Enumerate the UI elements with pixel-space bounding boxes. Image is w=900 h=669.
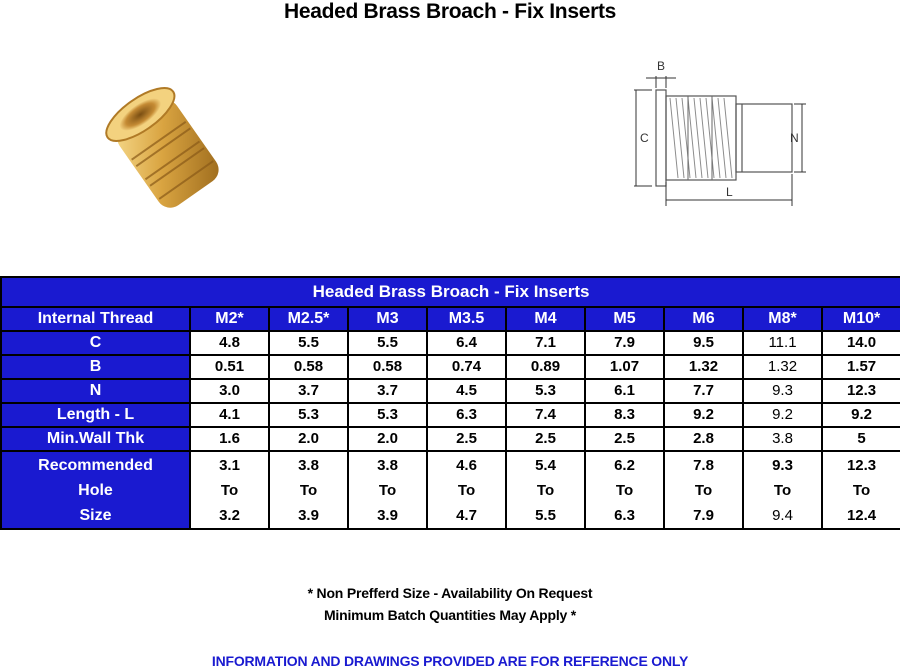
drawing-label-b: B: [657, 59, 666, 73]
row-label: Length - L: [1, 403, 190, 427]
hole-min: 9.3: [772, 457, 793, 474]
hole-size-cell: [585, 451, 664, 529]
table-cell: 3.7: [269, 379, 348, 403]
table-cell: 5: [822, 427, 900, 451]
non-preferred-note: * Non Prefferd Size - Availability On Request: [307, 585, 593, 601]
table-cell: 14.0: [822, 331, 900, 355]
hole-min: 3.8: [298, 457, 319, 474]
size-header: M2*: [190, 307, 269, 331]
row-label: B: [1, 355, 190, 379]
hole-size-cell: [822, 451, 900, 529]
table-cell: 7.1: [506, 331, 585, 355]
table-cell: 5.3: [348, 403, 427, 427]
brass-insert-image: [96, 78, 226, 210]
table-cell: 4.5: [427, 379, 506, 403]
row-label: [1, 451, 190, 529]
hole-min: 5.4: [535, 457, 556, 474]
table-row: [1, 331, 900, 355]
hole-size-cell: [664, 451, 743, 529]
table-cell: 4.8: [190, 331, 269, 355]
table-cell: 0.89: [506, 355, 585, 379]
table-caption: Headed Brass Broach - Fix Inserts: [1, 277, 900, 307]
hole-min: 4.6: [456, 457, 477, 474]
hole-size-cell: [269, 451, 348, 529]
technical-drawing: [622, 58, 814, 208]
hole-max: 5.5: [535, 507, 556, 524]
table-row: [1, 403, 900, 427]
table-cell: 9.5: [664, 331, 743, 355]
table-cell: 1.6: [190, 427, 269, 451]
drawing-label-l: L: [726, 185, 733, 199]
table-cell: 0.74: [427, 355, 506, 379]
table-cell: 5.5: [348, 331, 427, 355]
size-header: M6: [664, 307, 743, 331]
table-row: [1, 355, 900, 379]
drawing-label-n: N: [790, 131, 799, 145]
table-cell: 7.4: [506, 403, 585, 427]
hole-connector: To: [615, 482, 634, 499]
size-header: M5: [585, 307, 664, 331]
hole-min: 6.2: [614, 457, 635, 474]
hole-connector: To: [852, 482, 871, 499]
table-row-recommended-hole: [1, 451, 900, 529]
table-cell: 0.58: [269, 355, 348, 379]
table-cell: 0.58: [348, 355, 427, 379]
row-label: C: [1, 331, 190, 355]
hole-max: 3.2: [219, 507, 240, 524]
row-label-line: Size: [79, 507, 112, 524]
hole-min: 7.8: [693, 457, 714, 474]
row-label-line: Hole: [78, 482, 113, 499]
hole-max: 9.4: [772, 507, 793, 524]
size-header: M2.5*: [269, 307, 348, 331]
table-row: [1, 379, 900, 403]
hole-connector: To: [220, 482, 239, 499]
table-cell: 9.2: [822, 403, 900, 427]
table-cell: 12.3: [822, 379, 900, 403]
table-cell: 0.51: [190, 355, 269, 379]
hole-connector: To: [773, 482, 792, 499]
hole-min: 3.8: [377, 457, 398, 474]
table-cell: 3.7: [348, 379, 427, 403]
hole-size-cell: [743, 451, 822, 529]
table-cell: 7.7: [664, 379, 743, 403]
table-cell: 9.3: [743, 379, 822, 403]
hole-max: 4.7: [456, 507, 477, 524]
table-cell: 7.9: [585, 331, 664, 355]
table-cell: 5.3: [269, 403, 348, 427]
hole-size-cell: [190, 451, 269, 529]
table-cell: 8.3: [585, 403, 664, 427]
table-cell: 6.4: [427, 331, 506, 355]
size-header: M3.5: [427, 307, 506, 331]
row-label: Min.Wall Thk: [1, 427, 190, 451]
hole-connector: To: [536, 482, 555, 499]
table-cell: 2.0: [348, 427, 427, 451]
hole-max: 6.3: [614, 507, 635, 524]
size-header: M10*: [822, 307, 900, 331]
table-cell: 1.32: [743, 355, 822, 379]
size-header: M3: [348, 307, 427, 331]
table-cell: 1.07: [585, 355, 664, 379]
table-cell: 5.5: [269, 331, 348, 355]
table-cell: 2.8: [664, 427, 743, 451]
table-cell: 1.57: [822, 355, 900, 379]
hole-max: 3.9: [377, 507, 398, 524]
table-cell: 2.0: [269, 427, 348, 451]
hole-min: 3.1: [219, 457, 240, 474]
table-row: [1, 427, 900, 451]
size-header: M4: [506, 307, 585, 331]
table-cell: 2.5: [506, 427, 585, 451]
hole-size-cell: [506, 451, 585, 529]
hole-max: 3.9: [298, 507, 319, 524]
reference-disclaimer: INFORMATION AND DRAWINGS PROVIDED ARE FOR REFERENCE ONLY: [211, 653, 689, 669]
table-cell: 5.3: [506, 379, 585, 403]
hole-max: 12.4: [846, 507, 877, 524]
row-label: N: [1, 379, 190, 403]
header-row: [1, 307, 900, 331]
table-cell: 4.1: [190, 403, 269, 427]
hole-size-cell: [348, 451, 427, 529]
table-cell: 9.2: [743, 403, 822, 427]
header-label: Internal Thread: [1, 307, 190, 331]
size-header: M8*: [743, 307, 822, 331]
hole-size-cell: [427, 451, 506, 529]
table-cell: 6.1: [585, 379, 664, 403]
table-cell: 11.1: [743, 331, 822, 355]
table-cell: 6.3: [427, 403, 506, 427]
table-cell: 3.0: [190, 379, 269, 403]
row-label-line: Recommended: [38, 457, 153, 474]
hole-min: 12.3: [846, 457, 877, 474]
drawing-label-c: C: [640, 131, 649, 145]
table-cell: 3.8: [743, 427, 822, 451]
page-title: Headed Brass Broach - Fix Inserts: [283, 0, 617, 23]
table-cell: 9.2: [664, 403, 743, 427]
table-cell: 1.32: [664, 355, 743, 379]
spec-table: [0, 276, 900, 530]
table-cell: 2.5: [585, 427, 664, 451]
batch-quantity-note: Minimum Batch Quantities May Apply *: [323, 607, 577, 623]
hole-connector: To: [694, 482, 713, 499]
table-cell: 2.5: [427, 427, 506, 451]
hole-connector: To: [378, 482, 397, 499]
hole-max: 7.9: [693, 507, 714, 524]
hole-connector: To: [299, 482, 318, 499]
hole-connector: To: [457, 482, 476, 499]
